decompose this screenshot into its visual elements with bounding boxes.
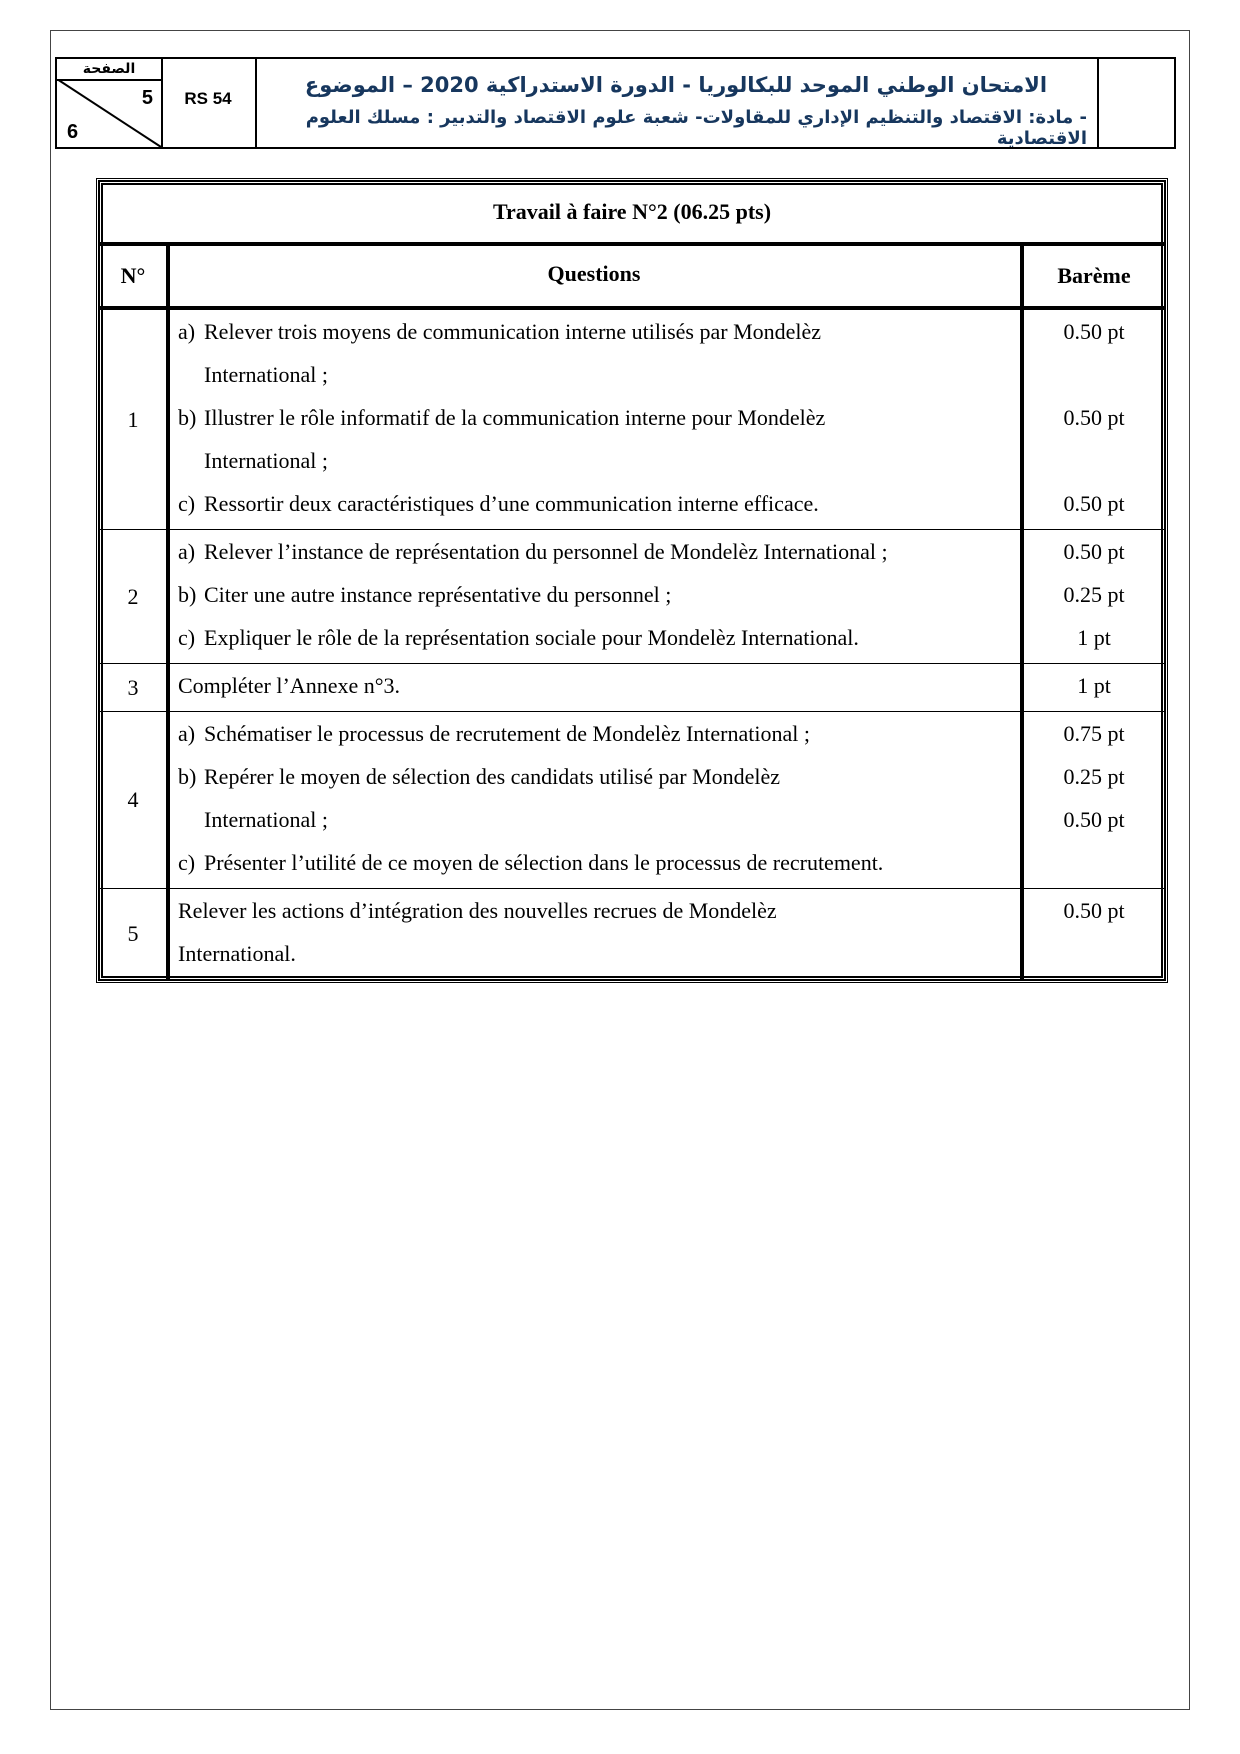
table-title: Travail à faire N°2 (06.25 pts) xyxy=(100,182,1165,245)
bareme-cell xyxy=(1022,308,1165,530)
header-empty-cell xyxy=(1097,59,1174,147)
question-text-continuation: International. xyxy=(178,941,296,966)
points-value: 0.75 pt xyxy=(1063,721,1125,746)
question-text: Citer une autre instance représentative du personnel ; xyxy=(204,582,672,607)
question-item xyxy=(178,889,1010,975)
question-item xyxy=(178,310,1010,396)
bareme-cell xyxy=(1022,712,1165,889)
question-cell xyxy=(168,530,1022,664)
question-cell xyxy=(168,889,1022,980)
table-header-row xyxy=(100,244,1165,308)
question-item xyxy=(178,841,1010,884)
page-current: 5 xyxy=(141,87,153,109)
question-label: b) xyxy=(178,764,197,789)
subject-code xyxy=(161,59,257,147)
question-item xyxy=(178,712,1010,755)
question-item xyxy=(178,573,1010,616)
question-cell xyxy=(168,664,1022,712)
points-value xyxy=(1024,841,1164,884)
questions-table-frame xyxy=(96,178,1168,983)
question-number: 5 xyxy=(100,889,169,980)
question-text: Illustrer le rôle informatif de la communication interne pour Mondelèz xyxy=(204,405,826,430)
header-line-2: - مادة: الاقتصاد والتنظيم الإداري للمقاولات- شعبة علوم الاقتصاد والتدبير : مسلك العلوم الاقتصادية xyxy=(305,107,1087,149)
page-number-box xyxy=(57,59,163,147)
header-title xyxy=(255,59,1099,147)
question-text: Ressortir deux caractéristiques d’une communication interne efficace. xyxy=(204,491,819,516)
question-number: 3 xyxy=(100,664,169,712)
question-label: a) xyxy=(178,721,196,746)
question-item xyxy=(178,530,1010,573)
question-text: Présenter l’utilité de ce moyen de sélection dans le processus de recrutement. xyxy=(204,850,884,875)
points-value: 0.50 pt xyxy=(1063,491,1125,516)
points-value: 0.25 pt xyxy=(1063,764,1125,789)
question-number: 1 xyxy=(100,308,169,530)
question-text-continuation: International ; xyxy=(204,807,329,832)
table-row xyxy=(100,308,1165,530)
question-label: a) xyxy=(178,539,196,564)
question-text: Schématiser le processus de recrutement de Mondelèz International ; xyxy=(204,721,810,746)
table-row xyxy=(100,664,1165,712)
question-text-continuation: International ; xyxy=(204,362,329,387)
question-text: Expliquer le rôle de la représentation sociale pour Mondelèz International. xyxy=(204,625,859,650)
col-header-num: N° xyxy=(100,244,169,308)
col-header-questions: Questions xyxy=(168,244,1022,308)
points-value: 0.25 pt xyxy=(1063,582,1125,607)
question-label: a) xyxy=(178,319,196,344)
points-value xyxy=(1024,932,1164,975)
question-text: Compléter l’Annexe n°3. xyxy=(178,673,401,698)
question-label: c) xyxy=(178,491,196,516)
exam-header xyxy=(55,57,1176,149)
page-label: الصفحة xyxy=(57,59,161,81)
bareme-cell xyxy=(1022,530,1165,664)
question-item xyxy=(178,482,1010,525)
points-value xyxy=(1024,353,1164,396)
points-value xyxy=(1024,439,1164,482)
page-total: 6 xyxy=(67,121,79,143)
question-cell xyxy=(168,308,1022,530)
question-text: Relever les actions d’intégration des nouvelles recrues de Mondelèz xyxy=(178,898,777,923)
points-value: 0.50 pt xyxy=(1063,807,1125,832)
question-item xyxy=(178,664,1010,707)
points-value: 0.50 pt xyxy=(1063,405,1125,430)
points-value: 1 pt xyxy=(1077,625,1111,650)
question-text: Repérer le moyen de sélection des candidats utilisé par Mondelèz xyxy=(204,764,781,789)
subject-code-text: RS 54 xyxy=(184,89,232,108)
question-label: c) xyxy=(178,625,196,650)
table-row xyxy=(100,530,1165,664)
question-item xyxy=(178,396,1010,482)
bareme-cell xyxy=(1022,664,1165,712)
points-value: 0.50 pt xyxy=(1063,319,1125,344)
question-label: b) xyxy=(178,405,197,430)
points-value: 0.50 pt xyxy=(1063,539,1125,564)
points-value: 1 pt xyxy=(1077,673,1111,698)
question-label: b) xyxy=(178,582,197,607)
col-header-bareme: Barème xyxy=(1022,244,1165,308)
table-row xyxy=(100,889,1165,980)
question-text: Relever l’instance de représentation du personnel de Mondelèz International ; xyxy=(204,539,888,564)
questions-table xyxy=(99,181,1165,980)
question-item xyxy=(178,755,1010,841)
header-line-1: الامتحان الوطني الموحد للبكالوريا - الدورة الاستدراكية 2020 – الموضوع xyxy=(304,73,1048,97)
question-number: 4 xyxy=(100,712,169,889)
question-number: 2 xyxy=(100,530,169,664)
bareme-cell xyxy=(1022,889,1165,980)
table-row xyxy=(100,712,1165,889)
question-item xyxy=(178,616,1010,659)
points-value: 0.50 pt xyxy=(1063,898,1125,923)
question-text: Relever trois moyens de communication interne utilisés par Mondelèz xyxy=(204,319,822,344)
question-label: c) xyxy=(178,850,196,875)
question-cell xyxy=(168,712,1022,889)
question-text-continuation: International ; xyxy=(204,448,329,473)
